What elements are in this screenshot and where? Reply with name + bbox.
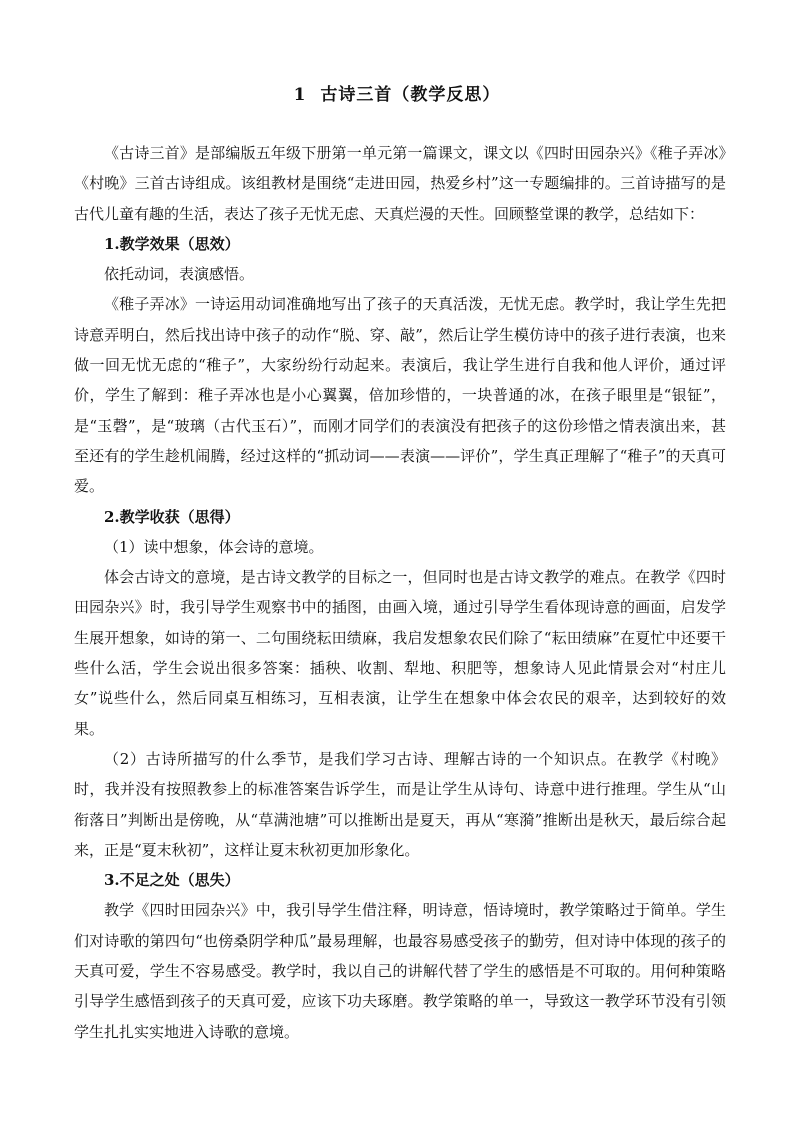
effect-subheading: 依托动词，表演感悟。 <box>104 265 255 284</box>
document-body <box>74 138 726 1047</box>
section-heading-gains: 2.教学收获（思得） <box>104 507 240 526</box>
title-text: 古诗三首（教学反思） <box>320 85 501 105</box>
title-number: 1 <box>293 85 307 105</box>
gains-item-2-paragraph: （2）古诗所描写的什么季节，是我们学习古诗、理解古诗的一个知识点。在教学《村晚》时，我并没有按照教参上的标准答案告诉学生，而是让学生从诗句、诗意中进行推理。学生从“山衔落日”判断出是傍晚，从“草满池塘”可以推断出是夏天，再从“寒漪”推断出是秋天，最后综合起来，正是“夏末秋初”，这样让夏末秋初更加形象化。 <box>74 749 726 859</box>
section-heading-effect: 1.教学效果（思效） <box>104 234 240 253</box>
document-title <box>0 80 794 105</box>
shortcomings-paragraph: 教学《四时田园杂兴》中，我引导学生借注释，明诗意，悟诗境时，教学策略过于简单。学生们对诗歌的第四句“也傍桑阴学种瓜”最易理解，也最容易感受孩子的勤劳，但对诗中体现的孩子的天真可爱，学生不容易感受。教学时，我以自己的讲解代替了学生的感悟是不可取的。用何种策略引导学生感悟到孩子的天真可爱，应该下功夫琢磨。教学策略的单一，导致这一教学环节没有引领学生扎扎实实地进入诗歌的意境。 <box>74 901 726 1041</box>
section-heading-shortcomings: 3.不足之处（思失） <box>104 871 240 890</box>
intro-paragraph: 《古诗三首》是部编版五年级下册第一单元第一篇课文，课文以《四时田园杂兴》《稚子弄冰》《村晚》三首古诗组成。该组教材是围绕“走进田园，热爱乡村”这一专题编排的。三首诗描写的是古代儿童有趣的生活，表达了孩子无忧无虑、天真烂漫的天性。回顾整堂课的教学，总结如下： <box>74 144 726 223</box>
gains-item-1-heading: （1）读中想象，体会诗的意境。 <box>104 537 324 556</box>
effect-paragraph: 《稚子弄冰》一诗运用动词准确地写出了孩子的天真活泼，无忧无虑。教学时，我让学生先把诗意弄明白，然后找出诗中孩子的动作“脱、穿、敲”，然后让学生模仿诗中的孩子进行表演，也来做一回无忧无虑的“稚子”，大家纷纷行动起来。表演后，我让学生进行自我和他人评价，通过评价，学生了解到：稚子弄冰也是小心翼翼，倍加珍惜的，一块普通的冰，在孩子眼里是“银钲”，是“玉磬”，是“玻璃（古代玉石）”，而刚才同学们的表演没有把孩子的这份珍惜之情表演出来，甚至还有的学生趁机闹腾，经过这样的“抓动词——表演——评价”，学生真正理解了“稚子”的天真可爱。 <box>74 295 726 496</box>
gains-item-1-paragraph: 体会古诗文的意境，是古诗文教学的目标之一，但同时也是古诗文教学的难点。在教学《四时田园杂兴》时，我引导学生观察书中的插图，由画入境，通过引导学生看体现诗意的画面，启发学生展开想象，如诗的第一、二句围绕耘田绩麻，我启发想象农民们除了“耘田绩麻”在夏忙中还要干些什么活，学生会说出很多答案：插秧、收割、犁地、积肥等，想象诗人见此情景会对“村庄儿女”说些什么，然后同桌互相练习，互相表演，让学生在想象中体会农民的艰辛，达到较好的效果。 <box>74 568 726 738</box>
